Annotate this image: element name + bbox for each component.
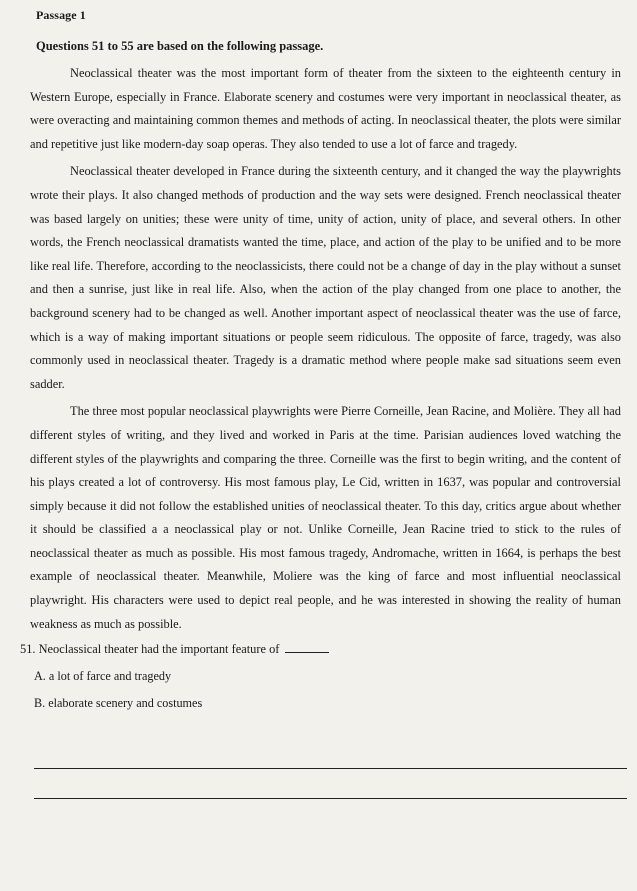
passage-paragraph-1: Neoclassical theater was the most important form of theater from the sixteen to the eighteenth century in Western Europe, especially in France. Elaborate scenery and costumes were very important in neoclassical theater, as were overacting and maintaining common themes and methods of acting. In neoclassical theater, the plots were similar and repetitive just like modern-day soap operas. They also tended to use a lot of farce and tragedy. xyxy=(30,66,621,151)
passage-paragraph-2: Neoclassical theater developed in France during the sixteenth century, and it changed the way the playwrights wrote their plays. It also changed methods of production and the way sets were designed. French neoclassical theater was based largely on unities; these were unity of time, unity of action, unity of place, and several others. In other words, the French neoclassical dramatists wanted the time, place, and action of the play to be unified and to be more like real life. Therefore, according to the neoclassicists, there could not be a change of day in the play without a sunset and then a sunrise, just like in real life. Also, when the action of the play changed from one place to another, the background scenery had to be changed as well. Another important aspect of neoclassical theater was the use of farce, which is a way of making important situations or people seem ridiculous. The opposite of farce, tragedy, was also commonly used in neoclassical theater. Tragedy is a dramatic method where people make sad situations seem even sadder. xyxy=(30,164,621,391)
pen-strike-line xyxy=(34,768,627,769)
option-a[interactable]: A. a lot of farce and tragedy xyxy=(34,669,172,684)
option-b[interactable]: B. elaborate scenery and costumes xyxy=(34,696,203,711)
pen-strike-line xyxy=(34,798,627,799)
passage-label: Passage 1 xyxy=(36,8,86,22)
question-51 xyxy=(20,642,625,657)
passage-paragraph-3: The three most popular neoclassical playwrights were Pierre Corneille, Jean Racine, and Molière. They all had different styles of writing, and they lived and worked in Paris at the time. Parisian audiences loved watching the different styles of the playwrights and comparing the three. Corneille was the first to begin writing, and the content of his plays created a lot of controversy. His most famous play, Le Cid, written in 1637, was popular and controversial simply because it did not follow the established unities of neoclassical theater. To this day, critics argue about whether it should be classified a a neoclassical play or not. Unlike Corneille, Jean Racine tried to stick to the rules of neoclassical theater as much as possible. His most famous tragedy, Andromache, written in 1664, is perhaps the best example of neoclassical theater. Meanwhile, Moliere was the king of farce and most influential neoclassical playwright. His characters were used to depict real people, and he was interested in showing the reality of human weakness as much as possible. xyxy=(30,404,621,631)
answer-blank xyxy=(285,642,329,653)
questions-instruction: Questions 51 to 55 are based on the following passage. xyxy=(36,39,324,53)
question-stem: 51. Neoclassical theater had the important feature of xyxy=(20,642,280,657)
